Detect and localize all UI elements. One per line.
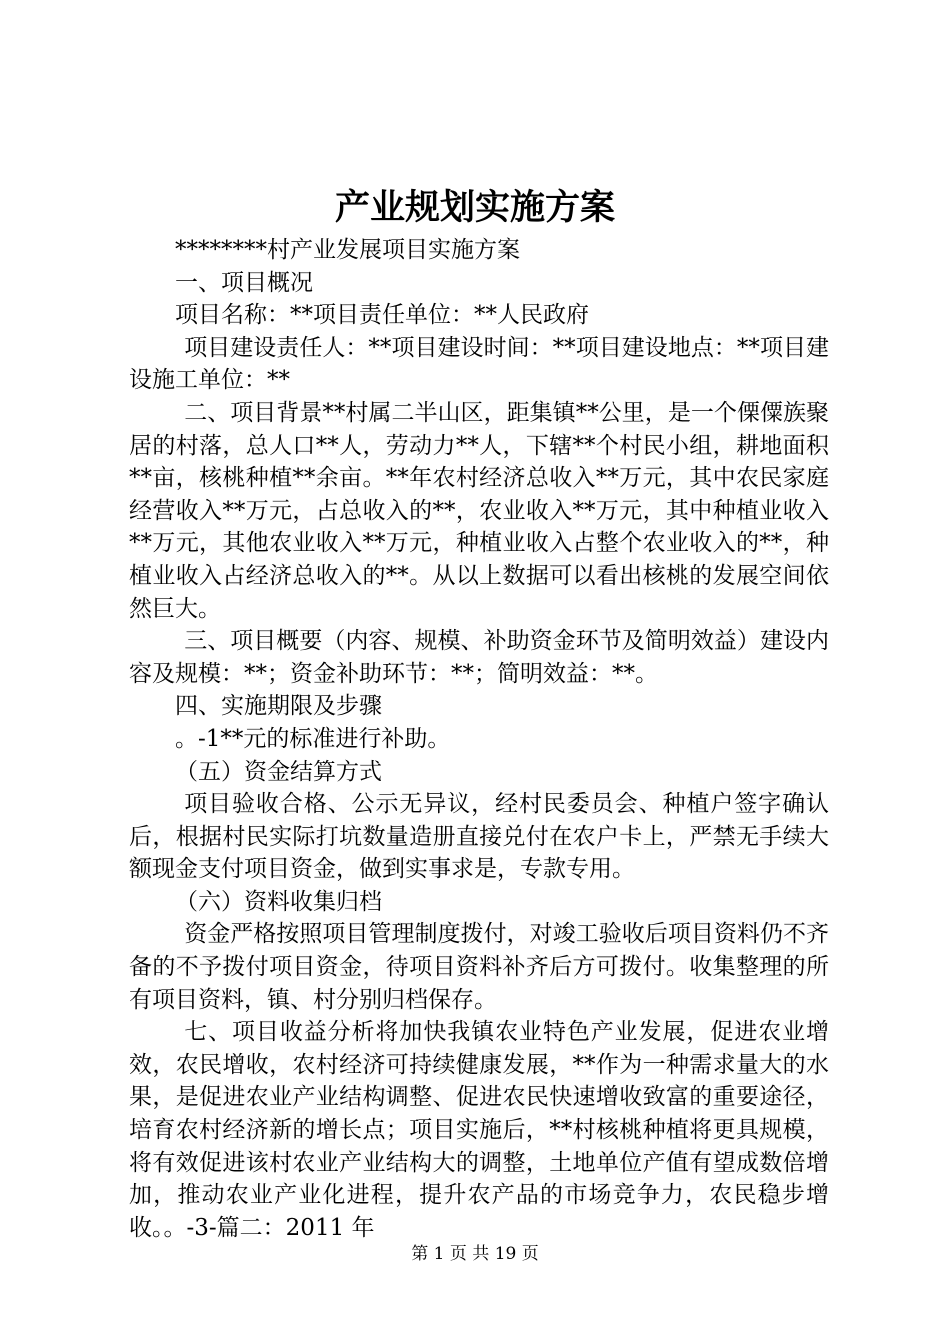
paragraph-section-6: （六）资料收集归档 [175, 888, 382, 915]
paragraph-subtitle: ********村产业发展项目实施方案 [175, 237, 520, 263]
paragraph-section-4: 四、实施期限及步骤 [175, 693, 382, 720]
page-footer: 第 1 页 共 19 页 [411, 1244, 539, 1264]
paragraph-project-construction: 项目建设责任人：**项目建设时间：**项目建设地点：**项目建设施工单位：** [129, 334, 829, 394]
document-body [129, 234, 829, 1244]
paragraph-section-5: （五）资金结算方式 [175, 758, 382, 785]
paragraph-section-2: 二、项目背景**村属二半山区，距集镇**公里，是一个傈僳族聚居的村落，总人口**人，劳动力**人，下辖**个村民小组，耕地面积**亩，核桃种植**余亩。**年农村经济总收入**万元，其中农民家庭经营收入**万元，占总收入的**，农业收入**万元，其中种植业收入**万元，其他农业收入**万元，种植业收入占整个农业收入的**，种植业收入占经济总收入的**。从以上数据可以看出核桃的发展空间依然巨大。 [129, 399, 829, 622]
document-title: 产业规划实施方案 [334, 187, 615, 228]
paragraph-section-3: 三、项目概要（内容、规模、补助资金环节及简明效益）建设内容及规模：**；资金补助环节：**；简明效益：**。 [129, 628, 829, 687]
paragraph-settlement: 项目验收合格、公示无异议，经村民委员会、种植户签字确认后，根据村民实际打坑数量造册直接兑付在农户卡上，严禁无手续大额现金支付项目资金，做到实事求是，专款专用。 [129, 791, 829, 883]
paragraph-project-name: 项目名称：**项目责任单位：**人民政府 [175, 302, 589, 329]
paragraph-section-7: 七、项目收益分析将加快我镇农业特色产业发展，促进农业增效，农民增收，农村经济可持续健康发展，**作为一种需求量大的水果，是促进农业产业结构调整、促进农民快速增收致富的重要途径，培育农村经济新的增长点；项目实施后，**村核桃种植将更具规模，将有效促进该村农业产业结构大的调整，土地单位产值有望成数倍增加，推动农业产业化进程，提升农产品的市场竞争力，农民稳步增收。。-3-篇二：2011 年 [129, 1019, 829, 1241]
paragraph-section-1: 一、项目概况 [175, 269, 313, 296]
paragraph-archive: 资金严格按照项目管理制度拨付，对竣工验收后项目资料仍不齐备的不予拨付项目资金，待项目资料补齐后方可拨付。收集整理的所有项目资料，镇、村分别归档保存。 [129, 921, 829, 1013]
paragraph-subsidy: 。-1**元的标准进行补助。 [175, 725, 451, 752]
